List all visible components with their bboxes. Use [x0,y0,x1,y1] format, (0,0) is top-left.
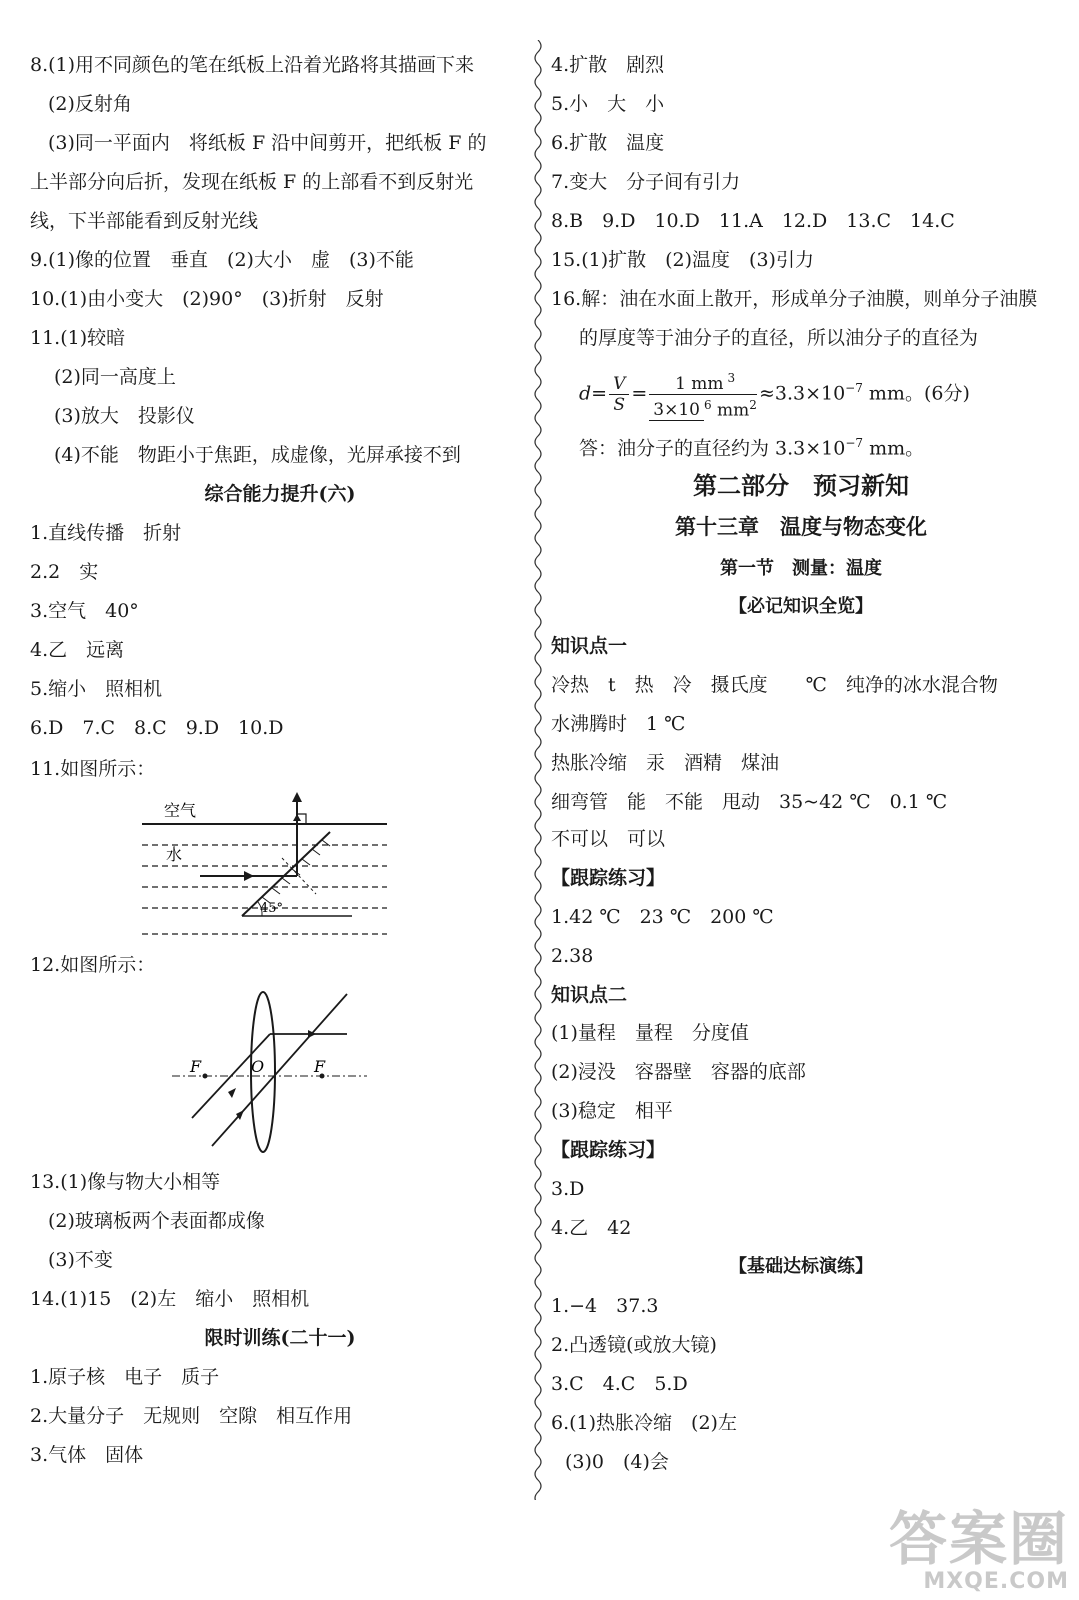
focus-right-label: F [314,1057,326,1076]
kp1-line-1: 冷热 t 热 冷 摄氏度 ℃ 纯净的冰水混合物 [551,674,998,696]
answer-8-2: (2)反射角 [48,93,132,115]
formula-s: S [613,394,626,415]
chapter-heading: 第十三章 温度与物态变化 [675,514,927,539]
t21-answer-3: 3.气体 固体 [30,1444,144,1466]
reflected-arrow-head [292,792,302,802]
s6-answer-4: 4.乙 远离 [30,639,125,661]
j-answer-3-5: 3.C 4.C 5.D [551,1373,688,1395]
s6-answer-6-10: 6.D 7.C 8.C 9.D 10.D [30,717,284,739]
g2-answer-4: 4.乙 42 [551,1217,632,1239]
ray-through-center [212,994,347,1146]
formula-d: d [579,382,592,405]
section-heading-21: 限时训练(二十一) [204,1327,356,1349]
s6-answer-3: 3.空气 40° [30,600,139,622]
knowledge-point-2: 知识点二 [551,984,628,1006]
s6-answer-14: 14.(1)15 (2)左 缩小 照相机 [30,1288,310,1310]
g2-answer-3: 3.D [551,1178,585,1200]
s6-answer-5: 5.缩小 照相机 [30,678,163,700]
denominator-unit: mm [711,400,750,421]
kp2-line-3: (3)稳定 相平 [551,1100,673,1122]
column-divider [530,40,546,1500]
watermark [888,1505,1069,1594]
part-heading: 第二部分 预习新知 [693,471,909,500]
formula-v: V [613,373,626,394]
denominator: 3×10 [649,400,704,421]
formula-line: d= $\frac{V}{S}$ = $\frac{1 mm ^3}{3\times 10 ^6 mm^2}$ $\approx 3.3\times 10^{-7}$ mm。(6分) [579,368,970,420]
kp2-line-2: (2)浸没 容器壁 容器的底部 [551,1061,806,1083]
answer-8-1: 8.(1)用不同颜色的笔在纸板上沿着光路将其描画下来 [30,54,475,76]
answer-8-3b: 上半部分向后折，发现在纸板 F 的上部看不到反射光 [30,171,474,193]
answer-r4: 4.扩散 剧烈 [551,54,665,76]
s6-answer-11: 11.如图所示： [30,758,156,780]
answer-r6: 6.扩散 温度 [551,132,665,154]
t21-answer-1: 1.原子核 电子 质子 [30,1366,220,1388]
knowledge-point-1: 知识点一 [551,635,628,657]
result-value: ≈3.3×10 [758,382,846,405]
incident-arrow [244,871,254,881]
must-know-heading: 【必记知识全览】 [729,596,873,617]
section-heading: 第一节 测量：温度 [720,558,882,579]
reflected-arrow-mid [293,814,301,821]
answer-8-3a: (3)同一平面内 将纸板 F 沿中间剪开，把纸板 F 的 [48,132,487,154]
kp1-line-4: 细弯管 能 不能 甩动 35~42 ℃ 0.1 ℃ [551,791,948,813]
g1-answer-1: 1.42 ℃ 23 ℃ 200 ℃ [551,906,774,928]
fraction-values: $\frac{1 mm ^3}{3\times 10 ^6 mm^2}$ [649,368,757,420]
s6-answer-12: 12.如图所示： [30,954,156,976]
answer-11-3: (3)放大 投影仪 [54,405,195,427]
s6-answer-13-3: (3)不变 [48,1249,113,1271]
answer-8-3c: 线，下半部能看到反射光线 [30,210,259,232]
s6-answer-13-1: 13.(1)像与物大小相等 [30,1171,221,1193]
section-heading-6: 综合能力提升(六) [204,483,356,505]
j-answer-2: 2.凸透镜(或放大镜) [551,1334,717,1356]
angle-label: 45° [260,901,284,916]
focus-left-label: F [190,1057,202,1076]
g1-answer-2: 2.38 [551,945,594,967]
basic-practice-heading: 【基础达标演练】 [729,1256,873,1277]
result-unit: mm。(6分) [862,382,970,405]
answer-r16b: 的厚度等于油分子的直径，所以油分子的直径为 [579,327,979,349]
final-answer-unit: mm。 [863,437,925,460]
final-answer-text: 答：油分子的直径约为 3.3×10 [579,437,846,460]
reflection-diagram [142,788,392,948]
watermark-url: MXQE.COM [923,1569,1069,1594]
answer-10: 10.(1)由小变大 (2)90° (3)折射 反射 [30,288,384,310]
numerator: 1 mm [671,374,727,395]
s6-answer-2: 2.2 实 [30,561,99,583]
arrow-1 [228,1088,236,1098]
lens-diagram [172,988,372,1158]
answer-r15: 15.(1)扩散 (2)温度 (3)引力 [551,249,814,271]
answer-9: 9.(1)像的位置 垂直 (2)大小 虚 (3)不能 [30,249,414,271]
water-label: 水 [166,845,183,864]
focus-left-point [203,1074,208,1079]
fraction-v-s [609,374,629,415]
j-answer-1: 1.−4 37.3 [551,1295,659,1317]
s6-answer-13-2: (2)玻璃板两个表面都成像 [48,1210,265,1232]
kp1-line-5: 不可以 可以 [551,828,666,850]
air-label: 空气 [164,801,197,820]
answer-11-2: (2)同一高度上 [54,366,176,388]
answer-11-1: 11.(1)较暗 [30,327,126,349]
answer-r7: 7.变大 分子间有引力 [551,171,741,193]
answer-11-4: (4)不能 物距小于焦距，成虚像，光屏承接不到 [54,444,461,466]
watermark-logo: 答案圈 [888,1505,1069,1573]
tracking-practice-1: 【跟踪练习】 [551,867,666,889]
answer-r16a: 16.解：油在水面上散开，形成单分子油膜，则单分子油膜 [551,288,1038,310]
answer-r5: 5.小 大 小 [551,93,665,115]
kp1-line-2: 水沸腾时 1 ℃ [551,713,686,735]
j-answer-6b: (3)0 (4)会 [565,1451,669,1473]
j-answer-6a: 6.(1)热胀冷缩 (2)左 [551,1412,737,1434]
answer-r8-14: 8.B 9.D 10.D 11.A 12.D 13.C 14.C [551,210,955,232]
t21-answer-2: 2.大量分子 无规则 空隙 相互作用 [30,1405,353,1427]
answer-r16-final: 答：油分子的直径约为 $3.3\times 10^{-7}$ mm。 [579,436,925,460]
center-label: O [251,1057,265,1076]
s6-answer-1: 1.直线传播 折射 [30,522,182,544]
kp1-line-3: 热胀冷缩 汞 酒精 煤油 [551,752,780,774]
kp2-line-1: (1)量程 量程 分度值 [551,1022,749,1044]
tracking-practice-2: 【跟踪练习】 [551,1139,666,1161]
